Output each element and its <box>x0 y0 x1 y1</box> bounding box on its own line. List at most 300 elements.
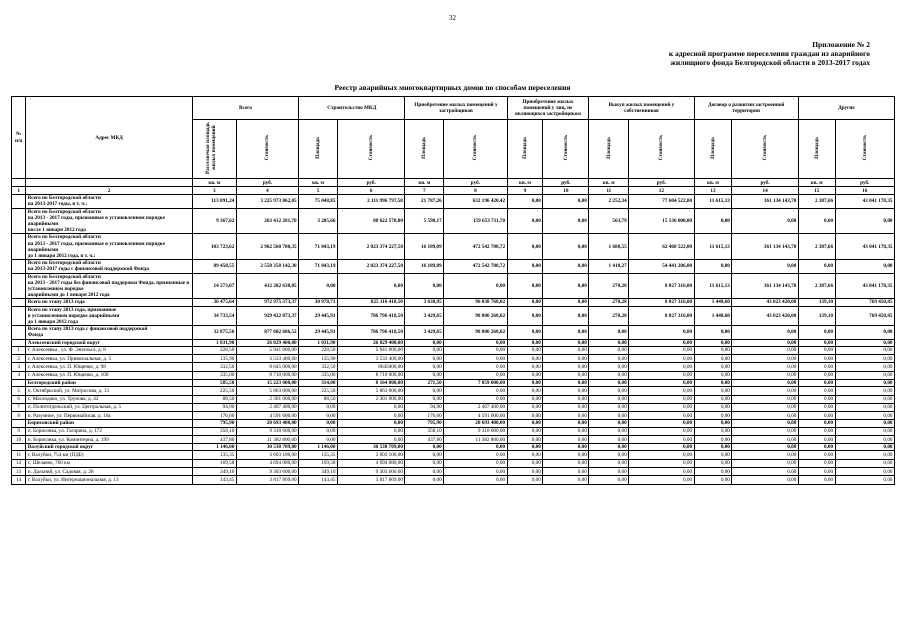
cost-cell: 0,00 <box>444 346 507 354</box>
header-cost: Стоимость <box>835 120 894 179</box>
area-cell: 0,00 <box>694 435 732 443</box>
area-cell: 32 875,56 <box>192 326 236 339</box>
cost-cell: 0,00 <box>732 260 798 273</box>
area-cell: 11 615,13 <box>694 234 732 260</box>
summary-row <box>12 260 895 273</box>
area-cell: 0,00 <box>798 260 835 273</box>
cost-cell: 159 653 711,70 <box>444 208 507 234</box>
district-row <box>12 339 895 346</box>
cost-cell: 0,00 <box>444 387 507 395</box>
cost-cell: 0,00 <box>543 208 589 234</box>
area-cell: 0,00 <box>507 208 543 234</box>
area-cell: 0,00 <box>589 387 629 395</box>
row-address: с. Шелаево, 760 км <box>26 459 193 467</box>
header-total: Всего <box>192 97 298 120</box>
cost-cell: 43 041 178,35 <box>835 273 894 299</box>
row-address: п. Политотдельский, ул. Центральная, д. 5 <box>26 403 193 411</box>
cost-cell: 9 310 600,00 <box>444 427 507 435</box>
cost-cell: 0,00 <box>835 476 894 484</box>
summary-row <box>12 299 895 306</box>
column-number: 15 <box>798 187 835 195</box>
cost-cell: 90 806 268,02 <box>444 306 507 326</box>
area-cell: 0,00 <box>798 395 835 403</box>
area-cell: 1 146,00 <box>299 444 338 451</box>
area-cell: 1 688,55 <box>589 234 629 260</box>
area-cell: 1 418,27 <box>589 260 629 273</box>
cost-cell: 361 134 143,70 <box>732 273 798 299</box>
cost-cell: 43 041 178,35 <box>835 234 894 260</box>
area-cell: 0,00 <box>798 444 835 451</box>
cost-cell: 0,00 <box>543 420 589 427</box>
unit-cell: руб. <box>236 179 298 187</box>
area-cell: 0,00 <box>589 459 629 467</box>
table-row <box>12 412 895 420</box>
cost-cell: 0,00 <box>732 326 798 339</box>
row-number: 12 <box>12 459 26 467</box>
area-cell: 29 445,91 <box>299 306 338 326</box>
cost-cell: 0,00 <box>543 403 589 411</box>
cost-cell: 0,00 <box>444 355 507 363</box>
table-row <box>12 468 895 476</box>
cost-cell: 0,00 <box>629 371 694 379</box>
row-number: 9 <box>12 427 26 435</box>
area-cell: 139,10 <box>798 299 835 306</box>
column-number: 2 <box>26 187 193 195</box>
cost-cell: 0,00 <box>543 326 589 339</box>
area-cell: 0,00 <box>405 371 444 379</box>
area-cell: 0,00 <box>589 444 629 451</box>
area-cell: 0,00 <box>798 435 835 443</box>
area-cell: 169,58 <box>299 459 338 467</box>
area-cell: 0,00 <box>507 380 543 387</box>
cost-cell: 472 542 708,72 <box>444 260 507 273</box>
unit-cell: кв. м <box>589 179 629 187</box>
row-number: 6 <box>12 395 26 403</box>
registry-body <box>12 195 895 484</box>
column-number: 9 <box>507 187 543 195</box>
area-cell: 0,00 <box>694 339 732 346</box>
row-number <box>12 234 26 260</box>
cost-cell: 0,00 <box>444 371 507 379</box>
area-cell: 0,00 <box>405 395 444 403</box>
units-row <box>12 179 895 187</box>
row-number <box>12 273 26 299</box>
header-cost: Стоимость <box>337 120 404 179</box>
cost-cell: 5 941 000,00 <box>236 346 298 354</box>
area-cell: 0,00 <box>507 195 543 208</box>
area-cell: 143,45 <box>192 476 236 484</box>
cost-cell: 0,00 <box>835 260 894 273</box>
area-cell: 75 048,85 <box>299 195 338 208</box>
area-cell: 113 091,24 <box>192 195 236 208</box>
cost-cell: 0,00 <box>732 208 798 234</box>
header-total-cost: Стоимость <box>236 120 298 179</box>
area-cell: 135,35 <box>299 451 338 459</box>
table-row <box>12 346 895 354</box>
cost-cell: 0,00 <box>835 371 894 379</box>
district-row <box>12 420 895 427</box>
area-cell: 0,00 <box>589 476 629 484</box>
cost-cell: 11 382 800,00 <box>444 435 507 443</box>
column-number: 10 <box>543 187 589 195</box>
row-address: с. Маслодово, ул. Трунова, д. 42 <box>26 395 193 403</box>
column-number: 3 <box>192 187 236 195</box>
row-address: г. Валуйки, ул. Интернациональная, д. 13 <box>26 476 193 484</box>
column-number: 8 <box>444 187 507 195</box>
cost-cell: 0,00 <box>835 420 894 427</box>
area-cell: 21 787,26 <box>405 195 444 208</box>
district-row <box>12 380 895 387</box>
area-cell: 1 031,90 <box>299 339 338 346</box>
cost-cell: 0,00 <box>835 355 894 363</box>
cost-cell: 0,00 <box>543 427 589 435</box>
area-cell: 94,90 <box>405 403 444 411</box>
area-cell: 0,00 <box>694 326 732 339</box>
area-cell: 0,00 <box>507 444 543 451</box>
area-cell: 0,00 <box>798 451 835 459</box>
cost-cell: 30 538 709,00 <box>337 444 404 451</box>
area-cell: 0,00 <box>405 387 444 395</box>
cost-cell: 0,00 <box>543 195 589 208</box>
area-cell: 0,00 <box>589 420 629 427</box>
row-address: Валуйский городской округ <box>26 444 193 451</box>
row-number <box>12 339 26 346</box>
area-cell: 0,00 <box>694 412 732 420</box>
area-cell: 30 978,71 <box>299 299 338 306</box>
cost-cell: 43 023 420,00 <box>732 306 798 326</box>
row-address: г. Алексеевка, ул. Привокзальная, д. 5 <box>26 355 193 363</box>
cost-cell: 0,00 <box>629 346 694 354</box>
area-cell: 0,00 <box>405 339 444 346</box>
area-cell: 139,10 <box>798 306 835 326</box>
cost-cell: 0,00 <box>732 427 798 435</box>
area-cell: 0,00 <box>798 380 835 387</box>
area-cell: 0,00 <box>405 363 444 371</box>
table-row <box>12 355 895 363</box>
area-cell: 563,79 <box>589 208 629 234</box>
area-cell: 0,00 <box>589 412 629 420</box>
table-row <box>12 371 895 379</box>
area-cell: 0,00 <box>507 260 543 273</box>
area-cell: 0,00 <box>589 363 629 371</box>
column-number: 13 <box>694 187 732 195</box>
header-cost: Стоимость <box>543 120 589 179</box>
cost-cell: 825 116 418,50 <box>337 299 404 306</box>
area-cell: 14 273,07 <box>192 273 236 299</box>
area-cell: 94,90 <box>192 403 236 411</box>
cost-cell: 0,00 <box>629 355 694 363</box>
area-cell: 0,00 <box>798 420 835 427</box>
area-cell: 103 723,62 <box>192 234 236 260</box>
area-cell: 0,00 <box>694 459 732 467</box>
table-row <box>12 363 895 371</box>
cost-cell: 0,00 <box>835 387 894 395</box>
row-address: п. Борисовка, ул. Коминтерна, д. 199 <box>26 435 193 443</box>
row-number: 10 <box>12 435 26 443</box>
header-total-area: Расселяемая площадь жилых помещений <box>192 120 236 179</box>
area-cell: 0,00 <box>299 403 338 411</box>
row-address: п. Разумное, ул. Первомайская, д. 16а <box>26 412 193 420</box>
cost-cell: 0,00 <box>629 451 694 459</box>
unit-cell: кв. м <box>192 179 236 187</box>
area-cell: 11 615,13 <box>694 195 732 208</box>
cost-cell: 412 202 638,05 <box>236 273 298 299</box>
unit-cell: руб. <box>835 179 894 187</box>
cost-cell: 0,00 <box>543 380 589 387</box>
cost-cell: 5 863 000,00 <box>337 387 404 395</box>
area-cell: 0,00 <box>798 412 835 420</box>
header-purchase-others: Приобретение жилых помещений у лиц, не являющихся застройщиком <box>507 97 589 120</box>
unit-cell: кв. м <box>299 179 338 187</box>
cost-cell: 0,00 <box>835 451 894 459</box>
row-address: Белгородский район <box>26 380 193 387</box>
area-cell: 270,28 <box>589 306 629 326</box>
cost-cell: 8645000,00 <box>337 363 404 371</box>
cost-cell: 0,00 <box>835 339 894 346</box>
area-cell: 0,00 <box>798 403 835 411</box>
column-number: 7 <box>405 187 444 195</box>
row-address: Всего по Белгородской области на 2013 - 2017 годы без финансовой поддержки Фонда, признанные в установленном порядке аварийными до 1 января 2012 года <box>26 273 193 299</box>
cost-cell: 877 602 686,52 <box>236 326 298 339</box>
row-address: п. Борисовка, ул. Гагарина, д. 172 <box>26 427 193 435</box>
cost-cell: 0,00 <box>835 208 894 234</box>
row-number: 3 <box>12 363 26 371</box>
cost-cell: 0,00 <box>629 339 694 346</box>
row-address: п. Дальний, ул. Садовая, д. 28 <box>26 468 193 476</box>
cost-cell: 0,00 <box>629 420 694 427</box>
unit-cell: кв. м <box>405 179 444 187</box>
header-cost: Стоимость <box>629 120 694 179</box>
area-cell: 0,00 <box>798 387 835 395</box>
column-number: 12 <box>629 187 694 195</box>
cost-cell: 0,00 <box>732 371 798 379</box>
area-cell: 0,00 <box>694 468 732 476</box>
table-row <box>12 403 895 411</box>
cost-cell: 26 829 400,00 <box>236 339 298 346</box>
area-cell: 0,00 <box>507 451 543 459</box>
header-cost: Стоимость <box>444 120 507 179</box>
cost-cell: 8 027 316,00 <box>629 273 694 299</box>
area-cell: 437,80 <box>405 435 444 443</box>
area-cell: 36 475,64 <box>192 299 236 306</box>
area-cell: 0,00 <box>589 380 629 387</box>
cost-cell: 0,00 <box>543 395 589 403</box>
area-cell: 0,00 <box>507 339 543 346</box>
row-address: Борисовский район <box>26 420 193 427</box>
cost-cell: 0,00 <box>543 306 589 326</box>
area-cell: 0,00 <box>589 371 629 379</box>
cost-cell: 0,00 <box>337 412 404 420</box>
cost-cell: 0,00 <box>835 346 894 354</box>
row-number <box>12 444 26 451</box>
area-cell: 0,00 <box>405 273 444 299</box>
unit-cell: руб. <box>732 179 798 187</box>
area-cell: 0,00 <box>405 459 444 467</box>
header-purchase-developers: Приобретение жилых помещений у застройщиков <box>405 97 507 120</box>
cost-cell: 43 041 178,35 <box>835 195 894 208</box>
cost-cell: 0,00 <box>732 435 798 443</box>
cost-cell: 769 450,85 <box>835 299 894 306</box>
cost-cell: 2 023 374 227,58 <box>337 260 404 273</box>
header-area: Площадь <box>405 120 444 179</box>
area-cell: 335,00 <box>299 371 338 379</box>
row-number <box>12 306 26 326</box>
summary-row <box>12 234 895 260</box>
area-cell: 0,00 <box>507 476 543 484</box>
area-cell: 135,90 <box>192 355 236 363</box>
cost-cell: 0,00 <box>835 459 894 467</box>
row-address: Всего по этапу 2013 года, признанные в установленном порядке аварийными до 1 января 2012 года <box>26 306 193 326</box>
cost-cell: 0,00 <box>543 459 589 467</box>
cost-cell: 0,00 <box>444 395 507 403</box>
area-cell: 0,00 <box>589 468 629 476</box>
area-cell: 88,50 <box>299 395 338 403</box>
cost-cell: 0,00 <box>629 403 694 411</box>
cost-cell: 0,00 <box>629 395 694 403</box>
area-cell: 0,00 <box>694 346 732 354</box>
column-number: 5 <box>299 187 338 195</box>
summary-row <box>12 195 895 208</box>
unit-cell: кв. м <box>798 179 835 187</box>
cost-cell: 0,00 <box>543 476 589 484</box>
cost-cell: 7 059 000,00 <box>444 380 507 387</box>
unit-cell: руб. <box>629 179 694 187</box>
cost-cell: 0,00 <box>629 459 694 467</box>
unit-cell: руб. <box>543 179 589 187</box>
cost-cell: 8 710 000,00 <box>236 371 298 379</box>
area-cell: 0,00 <box>694 427 732 435</box>
table-row <box>12 435 895 443</box>
area-cell: 0,00 <box>694 395 732 403</box>
area-cell: 0,00 <box>507 395 543 403</box>
row-number <box>12 260 26 273</box>
area-cell: 29 445,91 <box>299 326 338 339</box>
column-number: 14 <box>732 187 798 195</box>
area-cell: 358,10 <box>405 427 444 435</box>
unit-cell: руб. <box>337 179 404 187</box>
area-cell: 0,00 <box>589 339 629 346</box>
area-cell: 0,00 <box>507 427 543 435</box>
header-construction: Строительство МКД <box>299 97 405 120</box>
row-address: г. Алексеевка , ул. Ф. Энгельса, д. 8 <box>26 346 193 354</box>
area-cell: 0,00 <box>405 468 444 476</box>
area-cell: 0,00 <box>798 371 835 379</box>
cost-cell: 0,00 <box>732 451 798 459</box>
cost-cell: 0,00 <box>543 435 589 443</box>
area-cell: 2 387,66 <box>798 234 835 260</box>
area-cell: 0,00 <box>798 427 835 435</box>
cost-cell: 11 382 800,00 <box>236 435 298 443</box>
area-cell: 0,00 <box>507 299 543 306</box>
cost-cell: 0,00 <box>543 299 589 306</box>
cost-cell: 4 591 600,00 <box>444 412 507 420</box>
cost-cell: 0,00 <box>444 273 507 299</box>
cost-cell: 0,00 <box>543 234 589 260</box>
cost-cell: 0,00 <box>444 459 507 467</box>
cost-cell: 0,00 <box>444 339 507 346</box>
area-cell: 0,00 <box>507 387 543 395</box>
cost-cell: 0,00 <box>543 355 589 363</box>
row-number <box>12 326 26 339</box>
cost-cell: 0,00 <box>629 427 694 435</box>
row-number: 13 <box>12 468 26 476</box>
cost-cell: 0,00 <box>337 403 404 411</box>
area-cell: 0,00 <box>299 420 338 427</box>
cost-cell: 2 467 400,00 <box>236 403 298 411</box>
cost-cell: 0,00 <box>732 339 798 346</box>
area-cell: 437,80 <box>192 435 236 443</box>
area-cell: 271,50 <box>405 380 444 387</box>
row-address: Всего по Белгородской области на 2013 - 2017 годы, признанные в установленном порядке аварийными до 1 января 2012 года, в т. ч.: <box>26 234 193 260</box>
column-number: 4 <box>236 187 298 195</box>
row-number <box>12 208 26 234</box>
cost-cell: 4 694 080,00 <box>337 459 404 467</box>
row-number: 1 <box>12 346 26 354</box>
cost-cell: 2 111 996 797,58 <box>337 195 404 208</box>
unit-cell: кв. м <box>694 179 732 187</box>
area-cell: 135,90 <box>299 355 338 363</box>
area-cell: 71 843,19 <box>299 234 338 260</box>
header-number: № п/п <box>12 97 26 179</box>
area-cell: 349,10 <box>192 468 236 476</box>
header-cost: Стоимость <box>732 120 798 179</box>
summary-row <box>12 326 895 339</box>
row-number: 5 <box>12 387 26 395</box>
cost-cell: 263 412 281,70 <box>236 208 298 234</box>
area-cell: 225,50 <box>192 387 236 395</box>
cost-cell: 0,00 <box>543 444 589 451</box>
district-row <box>12 444 895 451</box>
cost-cell: 632 196 420,42 <box>444 195 507 208</box>
area-cell: 3 638,95 <box>405 299 444 306</box>
area-cell: 71 843,19 <box>299 260 338 273</box>
cost-cell: 0,00 <box>732 412 798 420</box>
column-number: 11 <box>589 187 629 195</box>
cost-cell: 2 301 000,00 <box>236 395 298 403</box>
area-cell: 0,00 <box>798 468 835 476</box>
cost-cell: 0,00 <box>629 435 694 443</box>
cost-cell: 0,00 <box>732 387 798 395</box>
area-cell: 169,58 <box>192 459 236 467</box>
area-cell: 143,45 <box>299 476 338 484</box>
cost-cell: 0,00 <box>732 444 798 451</box>
row-number: 11 <box>12 451 26 459</box>
cost-cell: 0,00 <box>835 403 894 411</box>
cost-cell: 0,00 <box>835 326 894 339</box>
area-cell: 0,00 <box>798 459 835 467</box>
cost-cell: 54 441 206,00 <box>629 260 694 273</box>
row-address: Всего по этапу 2013 года с финансовой поддержкой Фонда <box>26 326 193 339</box>
area-cell: 0,00 <box>589 427 629 435</box>
cost-cell: 0,00 <box>444 476 507 484</box>
cost-cell: 0,00 <box>732 420 798 427</box>
cost-cell: 786 796 418,50 <box>337 306 404 326</box>
area-cell: 795,90 <box>192 420 236 427</box>
cost-cell: 20 693 400,00 <box>444 420 507 427</box>
area-cell: 0,00 <box>694 208 732 234</box>
row-address: г. Валуйки, 754 км (ПДБ) <box>26 451 193 459</box>
cost-cell: 0,00 <box>337 420 404 427</box>
area-cell: 0,00 <box>507 435 543 443</box>
cost-cell: 0,00 <box>629 468 694 476</box>
row-number <box>12 299 26 306</box>
cost-cell: 15 136 000,00 <box>629 208 694 234</box>
row-number: 2 <box>12 355 26 363</box>
cost-cell: 15 223 000,00 <box>236 380 298 387</box>
header-area: Площадь <box>589 120 629 179</box>
area-cell: 0,00 <box>798 339 835 346</box>
cost-cell: 0,00 <box>835 363 894 371</box>
